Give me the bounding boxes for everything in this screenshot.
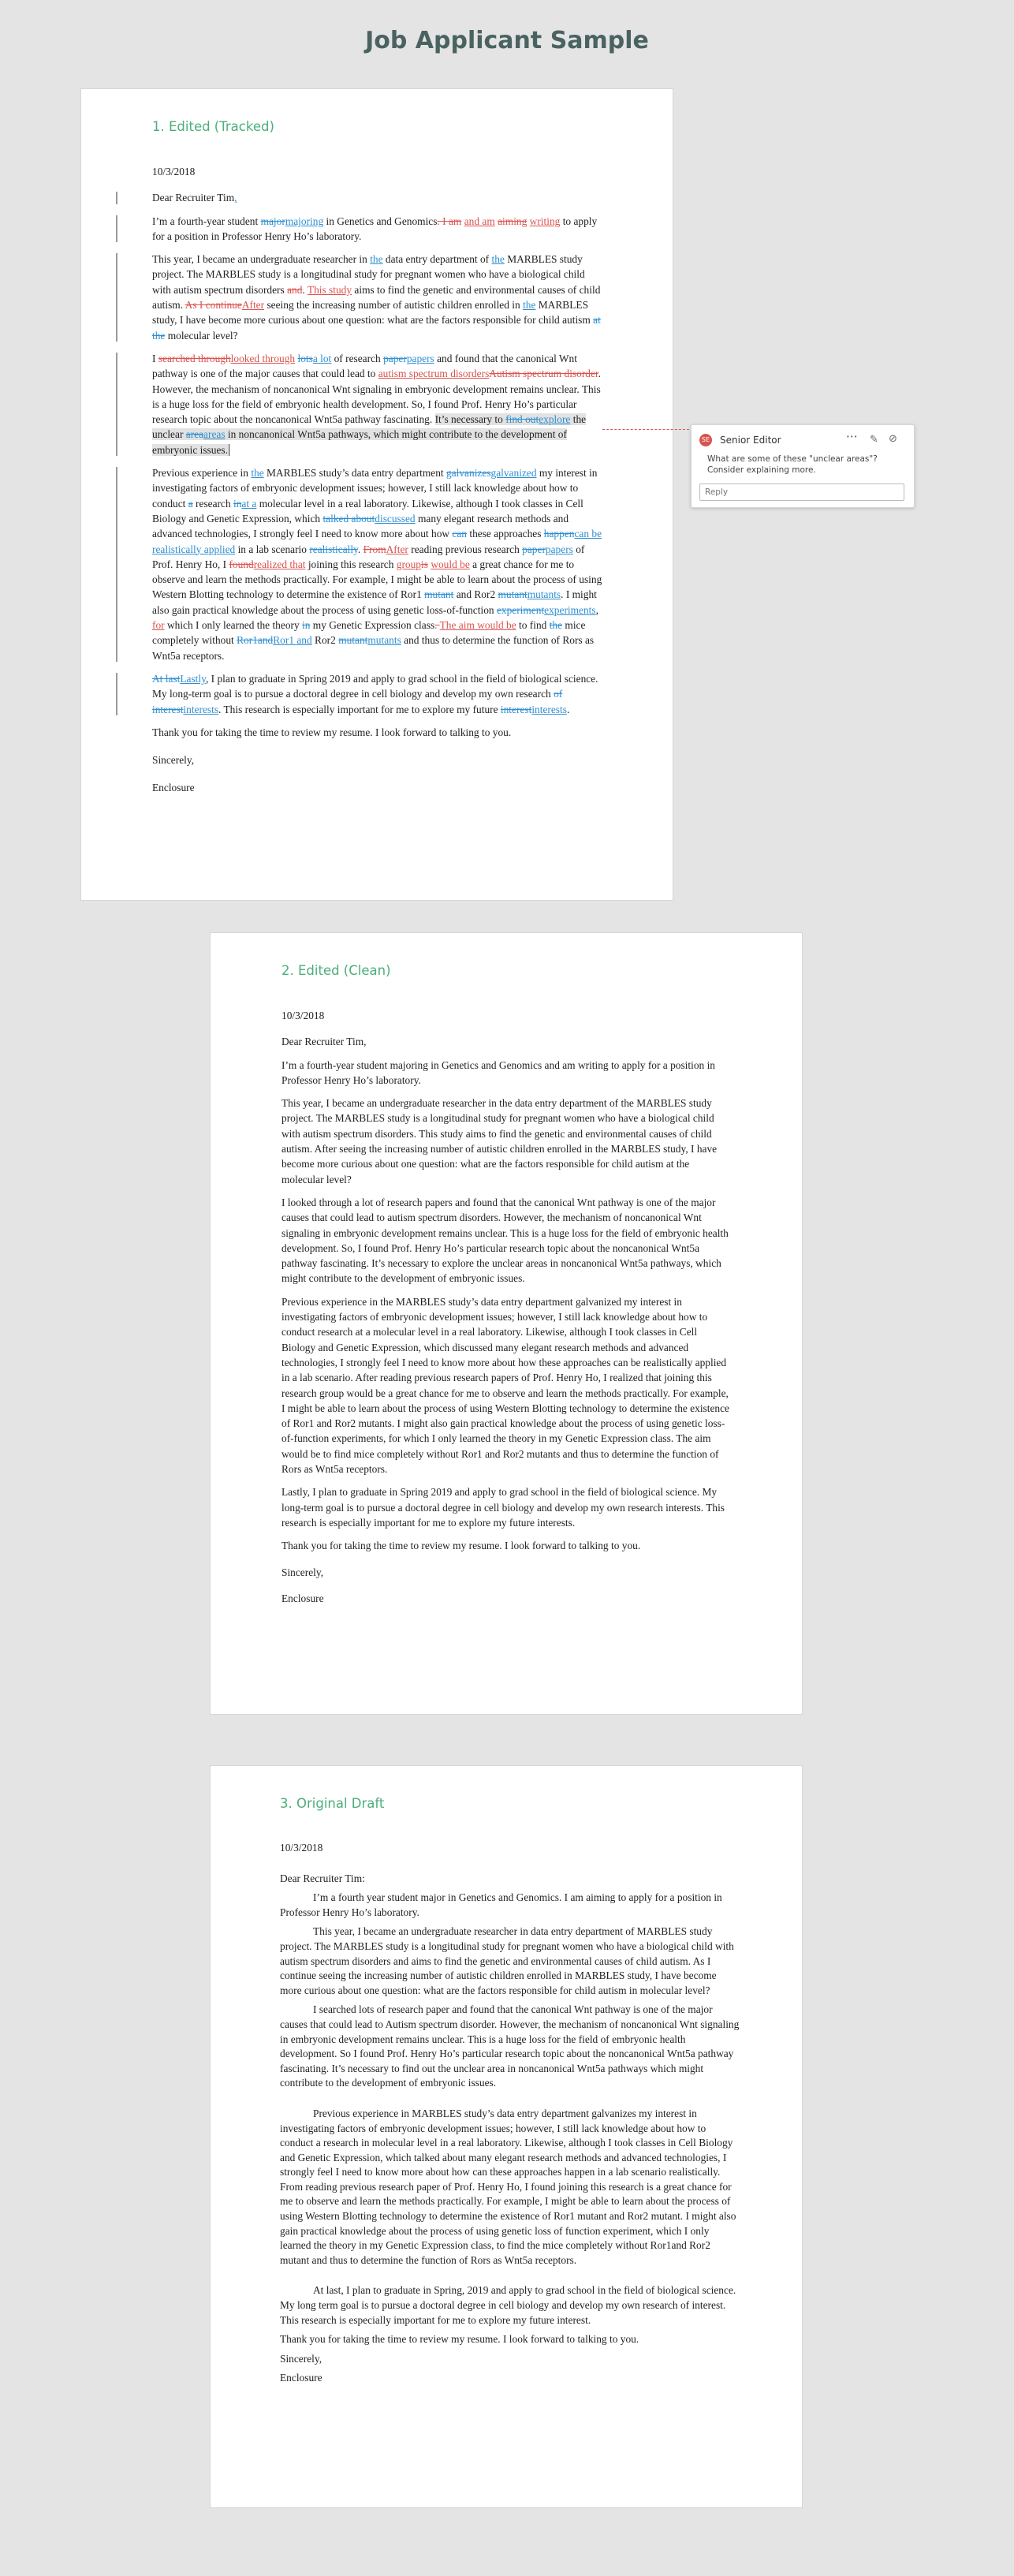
text: mice completely without: [152, 619, 586, 647]
insertion[interactable]: areas: [203, 428, 226, 441]
comment-card[interactable]: [691, 424, 915, 508]
insertion[interactable]: mutants: [367, 634, 401, 647]
deletion[interactable]: Ror1and: [237, 634, 274, 647]
page-title: Job Applicant Sample: [365, 27, 649, 54]
section-heading-original: 3. Original Draft: [280, 1796, 385, 1811]
insertion[interactable]: experiments: [544, 603, 596, 616]
enclosure: Enclosure: [280, 2372, 322, 2384]
deletion[interactable]: can: [452, 528, 467, 540]
deletion[interactable]: mutant: [424, 588, 454, 601]
deletion[interactable]: talked about: [322, 512, 375, 525]
comment-text: What are some of these "unclear areas"? Consider explaining more.: [707, 454, 878, 475]
text: , I plan to graduate in Spring: [205, 672, 327, 685]
comment-connector: [602, 429, 689, 430]
enclosure: Enclosure: [281, 1592, 324, 1604]
text: of research: [331, 352, 384, 364]
text: MARBLES study’s data entry department: [263, 467, 446, 480]
text: molecular level in a real laboratory. Likewise, although I took classes in Cell Biology and Genetic Expression, which: [152, 497, 583, 525]
deletion[interactable]: .: [434, 619, 440, 632]
section-heading-tracked: 1. Edited (Tracked): [152, 119, 274, 134]
insertion[interactable]: interests: [531, 703, 567, 715]
salutation: Dear Recruiter Tim,: [281, 1036, 367, 1048]
deletion[interactable]: found: [229, 558, 254, 570]
text: the unclear: [152, 413, 587, 441]
paragraph: This year, I became an undergraduate researcher in the data entry department of the MARBLES study project. The MARBLES study is a longitudinal study for pregnant women who have a biological child with autism spectrum disorders. This study aims to find the genetic and environmental causes of child autism. After seeing the increasing number of autistic children enrolled in the MARBLES study, I have become more curious about one question: what are the factors responsible for child autism at the molecular level?: [281, 1097, 718, 1185]
deletion[interactable]: interest: [500, 703, 532, 715]
deletion[interactable]: galvanizes: [446, 467, 491, 480]
text: in a lab scenario: [235, 543, 310, 555]
deletion[interactable]: experiment: [496, 603, 545, 616]
letter-date: 10/3/2018: [152, 166, 196, 177]
thanks-line: Thank you for taking the time to review my resume. I look forward to talking to you.: [280, 2333, 639, 2346]
deletion[interactable]: the: [549, 619, 563, 632]
insertion[interactable]: the: [491, 253, 505, 266]
insertion[interactable]: mutants: [527, 588, 561, 601]
text: my interest in investigating factors of embryonic development issues; however, I still lack knowledge about how to conduct: [152, 467, 598, 510]
text: data entry department of: [382, 253, 492, 266]
section-heading-clean: 2. Edited (Clean): [281, 963, 391, 978]
tracked-paragraph-2: [152, 252, 603, 343]
text: . I might also gain practical knowledge about the process of using genetic loss-of-function: [152, 588, 597, 616]
text: many elegant research methods and advanced technologies, I strongly feel I need to know more about how: [152, 512, 569, 540]
thanks-line: Thank you for taking the time to review my resume. I look forward to talking to you.: [281, 1540, 641, 1552]
paragraph: Previous experience in MARBLES study’s data entry department galvanizes my interest in investigating factors of embryonic development issues; however, I still lack knowledge about how to conduct a research in molecular level in a real laboratory. Likewise, although I took classes in Cell Biology and Genetic Expression, which talked about many elegant research methods and advanced technologies, I strongly feel I need to know more about how can these approaches happen in a lab scenario realistically. From reading previous research paper of Prof. Henry Ho, I found joining this research is a great chance for me to observe and learn the methods practically. For example, I might be able to learn about the process of using Western Blotting technology to determine the existence of Ror1 mutant and Ror2 mutant. I might also gain practical knowledge about the process of using genetic loss of function experiment, which I only learned the theory in my Genetic Expression class, to find the mice completely without Ror1and Ror2 mutant and thus to determine the function of Rors as Wnt5a receptors.: [280, 2107, 736, 2266]
insertion[interactable]: papers: [545, 543, 573, 555]
letter-date: 10/3/2018: [281, 1010, 325, 1021]
closing: Sincerely,: [281, 1566, 324, 1578]
insertion[interactable]: galvanized: [490, 467, 537, 480]
closing: Sincerely,: [152, 754, 195, 767]
text: and thus to determine the function of Rors as Wnt5a receptors.: [152, 634, 595, 662]
insertion[interactable]: discussed: [375, 512, 416, 525]
deletion[interactable]: aiming: [498, 215, 528, 227]
text: Previous experience in: [152, 467, 252, 480]
text: of Prof. Henry Ho, I: [152, 543, 585, 570]
insertion[interactable]: realized that: [253, 558, 306, 570]
text: in Genetics and Genomics: [323, 215, 438, 227]
text: MARBLES study, I have become more curious about one question: what are the factors responsible for child autism: [152, 299, 594, 327]
attach-icon[interactable]: ⊘: [889, 433, 897, 445]
avatar: SE: [699, 434, 712, 446]
paragraph: I’m a fourth-year student majoring in Genetics and Genomics and am writing to apply for a position in Professor Henry Ho’s laboratory.: [281, 1058, 715, 1086]
letter-date: 10/3/2018: [280, 1842, 323, 1854]
paragraph: Previous experience in the MARBLES study’s data entry department galvanized my interest in investigating factors of embryonic development issues; however, I still lack knowledge about how to conduct research at a molecular level in a real laboratory. Likewise, although I took classes in Cell Biology and Genetic Expression, which discussed many elegant research methods and advanced technologies, I strongly feel I need to know more about how these approaches can be realistically applied in a lab scenario. After reading previous research papers of Prof. Henry Ho, I realized that joining this research group would be a great chance for me to observe and learn the methods practically. For example, I might be able to learn about the process of using Western Blotting technology to determine the existence of Ror1 and Ror2 mutants. I might also gain practical knowledge about the process of using genetic loss-of-function experiments, for which I only learned the theory in my Genetic Expression class. The aim would be to find mice completely without Ror1 and Ror2 mutants and thus to determine the function of Rors as Wnt5a receptors.: [281, 1295, 729, 1476]
paragraph: Lastly, I plan to graduate in Spring 2019 and apply to grad school in the field of biological science. My long-term goal is to pursue a doctoral degree in cell biology and develop my own research interests. This research is especially important for me to explore my future interests.: [281, 1486, 725, 1529]
deletion[interactable]: in: [302, 619, 311, 632]
edit-icon[interactable]: ✎: [870, 434, 878, 446]
salutation: Dear Recruiter Tim:: [280, 1872, 365, 1884]
text: ,: [595, 603, 598, 616]
text: research: [192, 497, 233, 510]
text: which I only learned the theory: [164, 619, 303, 632]
text: . This research is especially important for me to explore my future: [218, 703, 501, 715]
insertion[interactable]: papers: [406, 352, 434, 364]
deletion[interactable]: mutant: [498, 588, 528, 601]
text: Dear Recruiter Tim: [152, 192, 235, 204]
insertion[interactable]: writing: [529, 215, 561, 227]
text: and found that the canonical Wnt pathway is one of the major causes that could lead to: [152, 352, 577, 380]
insertion[interactable]: the: [370, 253, 383, 266]
paragraph: I looked through a lot of research papers and found that the canonical Wnt pathway is one of the major causes that could lead to autism spectrum disorders. However, the mechanism of noncanonical Wnt signaling in embryonic development remains unclear. This is a huge loss for the field of embryonic health development. So, I found Prof. Henry Ho’s particular research topic about the noncanonical Wnt5a pathway fascinating. It’s necessary to explore the unclear areas in noncanonical Wnt5a pathways, which might contribute to the development of embryonic issues.: [281, 1196, 729, 1285]
text: . However, the mechanism of noncanonical Wnt signaling in embryonic development remains unclear. This is a huge loss for the field of embryonic health development. So, I found Prof. Henry Ho’s particular research topic about the noncanonical Wnt5a pathway fascinating.: [152, 368, 601, 426]
salutation: [152, 190, 603, 205]
comment-author: Senior Editor: [720, 435, 781, 446]
insertion[interactable]: After: [386, 543, 408, 555]
text: a great chance for me to observe and learn the methods practically. For example, I might be able to learn about the process of using Western Blotting technology to determine the existence of Ror1: [152, 558, 602, 601]
deletion[interactable]: find out: [505, 413, 539, 426]
deletion[interactable]: lots: [297, 352, 313, 364]
deletion[interactable]: is: [421, 558, 428, 570]
text: It’s necessary to: [434, 413, 506, 426]
insertion[interactable]: autism spectrum disorders: [378, 368, 490, 380]
insertion[interactable]: This study: [307, 283, 352, 296]
text: 2019 and apply to grad school in the field of biological science. My long-term goal is to pursue a doctoral degree in cell biology and develop my own research: [152, 672, 598, 700]
deletion[interactable]: From: [363, 543, 386, 555]
text: seeing the increasing number of autistic children enrolled in: [264, 299, 524, 312]
text: I’m a fourth-year student: [152, 215, 261, 227]
deletion[interactable]: At last: [152, 672, 181, 685]
text: molecular level?: [165, 329, 238, 342]
thanks-line: Thank you for taking the time to review my resume. I look forward to talking to you.: [152, 726, 512, 738]
deletion[interactable]: Autism spectrum disorder: [489, 368, 598, 380]
tracked-paragraph-1: [152, 214, 603, 245]
enclosure: Enclosure: [152, 782, 195, 794]
deletion[interactable]: at the: [152, 314, 601, 342]
tracked-paragraph-4: [152, 465, 603, 663]
deletion[interactable]: of interest: [152, 688, 563, 715]
insertion[interactable]: looked through: [230, 352, 296, 364]
paragraph: This year, I became an undergraduate researcher in data entry department of MARBLES study project. The MARBLES study is a longitudinal study for pregnant women who have a biological child with autism spectrum disorders and aims to find the genetic and environmental causes of child autism. As I continue seeing the increasing number of autistic children enrolled in MARBLES study, I have become more curious about one question: what are the factors responsible for child autism in molecular level?: [280, 1925, 734, 1996]
paragraph: I’m a fourth year student major in Genetics and Genomics. I am aiming to apply for a position in Professor Henry Ho’s laboratory.: [280, 1891, 722, 1918]
closing: Sincerely,: [280, 2352, 322, 2365]
text: This year, I became an undergraduate researcher in: [152, 253, 371, 266]
text: to apply for a position in Professor Henry Ho’s laboratory.: [152, 215, 598, 242]
tracked-document: [80, 88, 673, 901]
text: .: [302, 283, 308, 296]
deletion[interactable]: area: [185, 428, 204, 441]
paragraph: I searched lots of research paper and found that the canonical Wnt pathway is one of the major causes that could lead to Autism spectrum disorder. However, the mechanism of noncanonical Wnt signaling in embryonic development remains unclear. This is a huge loss for the field of embryonic health development. So I found Prof. Henry Ho’s particular research topic about the noncanonical Wnt5a pathway fascinating. It’s necessary to find out the unclear area in noncanonical Wnt5a pathways which might contribute to the development of embryonic issues.: [280, 2003, 740, 2089]
insertion[interactable]: Lastly: [180, 672, 206, 685]
original-document: [210, 1765, 803, 2508]
insertion[interactable]: majoring: [285, 215, 324, 227]
text: and Ror2: [453, 588, 498, 601]
deletion[interactable]: paper: [383, 352, 407, 364]
clean-document: [210, 932, 803, 1715]
deletion[interactable]: mutant: [338, 634, 368, 647]
deletion[interactable]: As I continue: [185, 299, 242, 312]
insertion[interactable]: the: [523, 299, 536, 312]
text: MARBLES study project. The MARBLES study is a longitudinal study for pregnant women who have a biological child with autism spectrum disorders: [152, 253, 585, 296]
text: reading previous research: [408, 543, 523, 555]
more-options-icon[interactable]: ⋯: [846, 429, 859, 443]
text: Ror2: [311, 634, 339, 647]
deletion[interactable]: searched through: [158, 352, 231, 364]
insertion[interactable]: would be: [431, 558, 470, 570]
insertion[interactable]: can be realistically applied: [152, 528, 602, 555]
tracked-paragraph-5: [152, 671, 603, 717]
insertion[interactable]: After: [241, 299, 265, 312]
text: .: [566, 703, 570, 715]
insertion[interactable]: at a: [241, 497, 257, 510]
deletion[interactable]: happen: [543, 528, 575, 540]
insertion[interactable]: for: [152, 619, 165, 632]
deletion[interactable]: a: [188, 497, 193, 510]
deletion[interactable]: . I am: [437, 215, 462, 227]
insertion[interactable]: The aim would be: [439, 619, 516, 632]
insertion[interactable]: group: [396, 558, 422, 570]
deletion[interactable]: major: [260, 215, 285, 227]
text: my Genetic Expression class: [310, 619, 435, 632]
insertion[interactable]: explore: [539, 413, 571, 426]
text: I: [152, 352, 158, 364]
paragraph: At last, I plan to graduate in Spring, 2019 and apply to grad school in the field of biological science. My long term goal is to pursue a doctoral degree in cell biology and develop my own research of interest. This research is especially important for me to explore my future interest.: [280, 2284, 736, 2326]
deletion[interactable]: in: [233, 497, 242, 510]
insertion[interactable]: a lot: [312, 352, 332, 364]
deletion[interactable]: and: [287, 283, 303, 296]
insertion[interactable]: the: [251, 467, 264, 480]
insertion[interactable]: and am: [464, 215, 495, 227]
text: these approaches: [467, 528, 544, 540]
text: aims to find the genetic and environmental causes of child autism.: [152, 283, 601, 312]
tracked-paragraph-3: [152, 351, 603, 457]
text: joining this research: [305, 558, 397, 570]
insertion[interactable]: Ror1 and: [273, 634, 312, 647]
text: .: [357, 543, 363, 555]
deletion[interactable]: realistically: [309, 543, 358, 555]
text: to find: [516, 619, 550, 632]
reply-input[interactable]: [699, 483, 904, 501]
text: in noncanonical Wnt5a pathways, which might contribute to the development of embryonic issues.: [152, 428, 567, 456]
deletion[interactable]: paper: [522, 543, 546, 555]
insertion[interactable]: ,: [234, 192, 237, 204]
insertion[interactable]: interests: [183, 703, 219, 715]
